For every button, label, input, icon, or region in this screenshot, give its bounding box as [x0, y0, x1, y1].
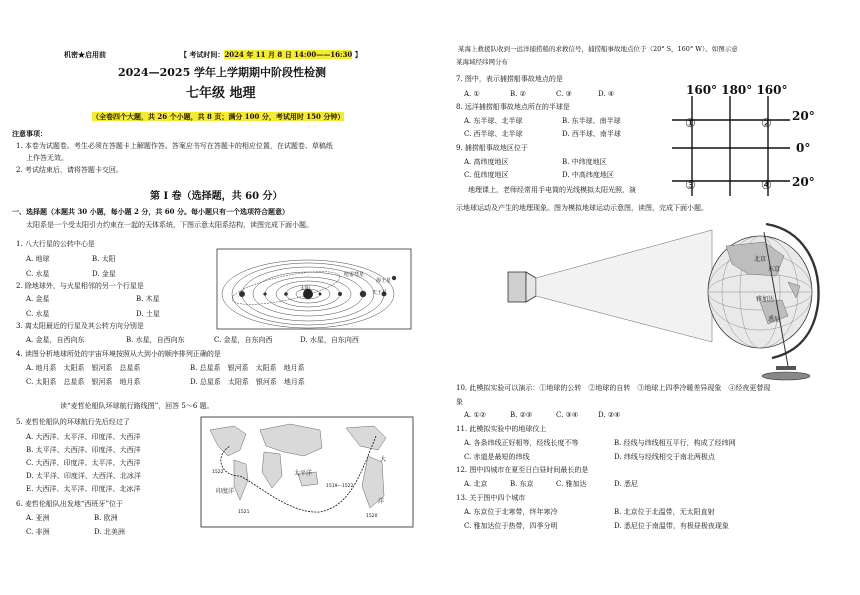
question-6: 6. 麦哲伦船队出发地“西班牙”位于 [16, 500, 124, 508]
year-label-2: 1521 [238, 510, 250, 515]
q7-opt-a: A. ① [464, 90, 480, 98]
q9-opt-a: A. 高纬度地区 [464, 158, 509, 166]
exam-time [180, 50, 362, 59]
question-12: 12. 图中四城市在夏至日白昼时间最长的是 [456, 466, 589, 474]
rescue-intro-1: 某海上救援队收到一远洋捕捞船的求救信号，捕捞船事故地点位于（20° S，160° W）。如图示意 [458, 45, 738, 53]
grid-point-1: ① [685, 116, 696, 130]
atlantic-label-1: 大 [380, 456, 387, 463]
indian-label: 印度洋 [216, 488, 235, 495]
question-13: 13. 关于图中四个城市 [456, 494, 526, 502]
city-jakarta: 雅加达 [756, 296, 775, 303]
q2-opt-c: C. 水星 [26, 310, 50, 318]
q10-opt-a: A. ①② [464, 411, 487, 419]
q6-opt-a: A. 亚洲 [26, 514, 50, 522]
q10-opt-c: C. ③④ [556, 411, 579, 419]
q5-opt-e: E. 大西洋、太平洋、印度洋、北冰洋 [26, 485, 141, 493]
q4-opt-a: A. 地月系 太阳系 银河系 总星系 [26, 364, 141, 372]
question-10: 10. 此模拟实验可以演示：①地球的公转 ②地球的自转 ③地球上四季冷暖差异现象 ④经夜更替现 [456, 384, 771, 392]
exam-title: 2024—2025 学年上学期期中阶段性检测 [118, 66, 327, 79]
q5-opt-d: D. 太平洋、印度洋、大西洋、北冰洋 [26, 472, 141, 480]
neptune-label: 海王星 [376, 278, 392, 284]
question-8: 8. 远洋捕捞船事故地点所在的半球是 [456, 103, 570, 111]
q3-opt-d: D. 水星，自东向西 [300, 336, 359, 344]
exam-time-value: 2024 年 11 月 8 日 14:00——16:30 [224, 50, 353, 59]
q9-opt-c: C. 低纬度地区 [464, 171, 509, 179]
grid-point-2: ② [761, 116, 772, 130]
city-sydney: 悉尼 [768, 316, 781, 323]
globe-experiment-figure [502, 216, 852, 382]
question-11: 11. 此模拟实验中的地球仪上 [456, 425, 547, 433]
q2-opt-a: A. 金星 [26, 295, 50, 303]
flashlight-icon [508, 272, 526, 302]
q3-opt-c: C. 金星，自东向西 [214, 336, 273, 344]
q12-opt-a: A. 北京 [464, 480, 488, 488]
q7-opt-b: B. ② [510, 90, 526, 98]
question-9: 9. 捕捞船事故地区位于 [456, 144, 528, 152]
question-3: 3. 离太阳最近的行星及其公转方向分别是 [16, 322, 144, 330]
q4-opt-c: C. 太阳系 总星系 银河系 地月系 [26, 378, 141, 386]
q8-opt-a: A. 东半球、北半球 [464, 117, 523, 125]
grid-longitudes: 160° 180° 160° [686, 83, 788, 97]
q13-opt-a: A. 东京位于北寒带，终年寒冷 [464, 508, 558, 516]
q13-opt-b: B. 北京位于北温带，无太阳直射 [614, 508, 715, 516]
q1-opt-c: C. 水星 [26, 270, 50, 278]
question-1: 1. 八大行星的公转中心是 [16, 240, 95, 248]
q7-opt-c: C. ③ [556, 90, 572, 98]
q7-opt-d: D. ④ [598, 90, 615, 98]
q6-opt-d: D. 北美洲 [94, 528, 125, 536]
atlantic-label-2: 洋 [378, 498, 385, 505]
magellan-intro: 读“麦哲伦船队环球航行路线图”，回答 5～6 题。 [60, 402, 214, 410]
notes-title: 注意事项： [12, 129, 47, 138]
uranus-label: 天王星 [372, 290, 388, 296]
q11-opt-b: B. 经线与纬线相互平行，构成了经纬网 [614, 439, 736, 447]
question-10-cont: 象 [456, 398, 463, 406]
note-1b: 上作答无效。 [26, 154, 68, 162]
q3-opt-a: A. 金星，自西向东 [26, 336, 85, 344]
q12-opt-b: B. 东京 [510, 480, 534, 488]
solar-intro: 太阳系是一个受太阳引力约束在一起的天体系统，下图示意太阳系结构，读图完成下面小题。 [26, 221, 313, 229]
grid-point-3: ③ [685, 178, 696, 192]
q10-opt-b: B. ②③ [510, 411, 533, 419]
q11-opt-a: A. 各条纬线正好相等，经线长度不等 [464, 439, 579, 447]
q11-opt-c: C. 赤道是最短的纬线 [464, 453, 530, 461]
year-label-3: 1520 [366, 514, 378, 519]
question-7: 7. 图中，表示捕捞船事故地点的是 [456, 75, 563, 83]
city-beijing: 北京 [754, 256, 767, 263]
q11-opt-d: D. 纬线与经线相交于南北两极点 [614, 453, 715, 461]
confidential-mark: 机密★启用前 [64, 50, 106, 59]
q13-opt-c: C. 雅加达位于热带，四季分明 [464, 522, 558, 530]
grid-lat-0: 0° [796, 141, 811, 155]
q9-opt-d: D. 中高纬度地区 [562, 171, 614, 179]
q12-opt-c: C. 雅加达 [556, 480, 587, 488]
q1-opt-b: B. 太阳 [92, 255, 116, 263]
exam-time-suffix: 】 [352, 50, 362, 59]
q6-opt-b: B. 欧洲 [94, 514, 118, 522]
q9-opt-b: B. 中纬度地区 [562, 158, 607, 166]
halley-label: 哈雷彗星 [344, 272, 365, 278]
q5-opt-c: C. 大西洋、印度洋、太平洋、大西洋 [26, 459, 141, 467]
q8-opt-c: C. 西半球、北半球 [464, 130, 523, 138]
q13-opt-d: D. 悉尼位于南温带，有极昼极夜现象 [614, 522, 729, 530]
question-2: 2. 除地球外，与火星相邻的另一个行星是 [16, 282, 144, 290]
q8-opt-d: D. 西半球、南半球 [562, 130, 621, 138]
note-1a: 1. 本卷为试题卷。考生必须在答题卡上解题作答。答案应书写在答题卡的相应位置，在试题卷、草稿纸 [16, 142, 333, 150]
grid-lat-20n: 20° [792, 109, 815, 123]
flashlight-intro-1: 地理课上，老师经常用手电筒的光线模拟太阳光照，演 [468, 186, 636, 194]
section-subtitle: 一、选择题（本题共 30 小题，每小题 2 分，共 60 分。每小题只有一个选项符合题意） [12, 207, 289, 216]
q2-opt-d: D. 土星 [136, 310, 160, 318]
q1-opt-a: A. 地球 [26, 255, 50, 263]
q4-opt-b: B. 总星系 银河系 太阳系 地月系 [190, 364, 305, 372]
exam-time-prefix: 【 考试时间： [180, 50, 225, 59]
q8-opt-b: B. 东半球、南半球 [562, 117, 621, 125]
subject-title: 七年级 地理 [186, 86, 256, 101]
question-5: 5. 麦哲伦船队的环球航行先后经过了 [16, 418, 130, 426]
q2-opt-b: B. 木星 [136, 295, 160, 303]
sun-label: 太阳 [300, 286, 311, 292]
q12-opt-d: D. 悉尼 [614, 480, 638, 488]
q6-opt-c: C. 非洲 [26, 528, 50, 536]
city-tokyo: 东京 [768, 266, 781, 273]
pacific-label: 太平洋 [294, 470, 313, 477]
grid-point-4: ④ [761, 178, 772, 192]
section-title: 第 I 卷（选择题，共 60 分） [150, 191, 283, 202]
rescue-intro-2: 某海域经纬网分布 [456, 58, 508, 66]
q4-opt-d: D. 总星系 太阳系 银河系 地月系 [190, 378, 305, 386]
grid-lat-20s: 20° [792, 175, 815, 189]
q10-opt-d: D. ②④ [598, 411, 621, 419]
right-column [430, 0, 860, 595]
solar-system-figure [216, 248, 412, 330]
year-label-4: 1522 [212, 470, 224, 475]
exam-meta: （全卷四个大题，共 26 个小题，共 8 页；满分 100 分，考试用时 150 分钟） [92, 112, 345, 121]
q5-opt-b: B. 太平洋、大西洋、印度洋、大西洋 [26, 446, 141, 454]
q3-opt-b: B. 水星，自西向东 [126, 336, 185, 344]
question-4: 4. 读图分析地球所处的宇宙环境按照从大到小的顺序排列正确的是 [16, 350, 221, 358]
year-label-1: 1519—1522 [326, 484, 354, 489]
note-2: 2. 考试结束后，请将答题卡交回。 [16, 166, 123, 174]
q1-opt-d: D. 金星 [92, 270, 116, 278]
q5-opt-a: A. 大西洋、太平洋、印度洋、大西洋 [26, 433, 141, 441]
flashlight-intro-2: 示地球运动及产生的地理现象。图为模拟地球运动示意图，读图，完成下面小题。 [456, 204, 708, 212]
